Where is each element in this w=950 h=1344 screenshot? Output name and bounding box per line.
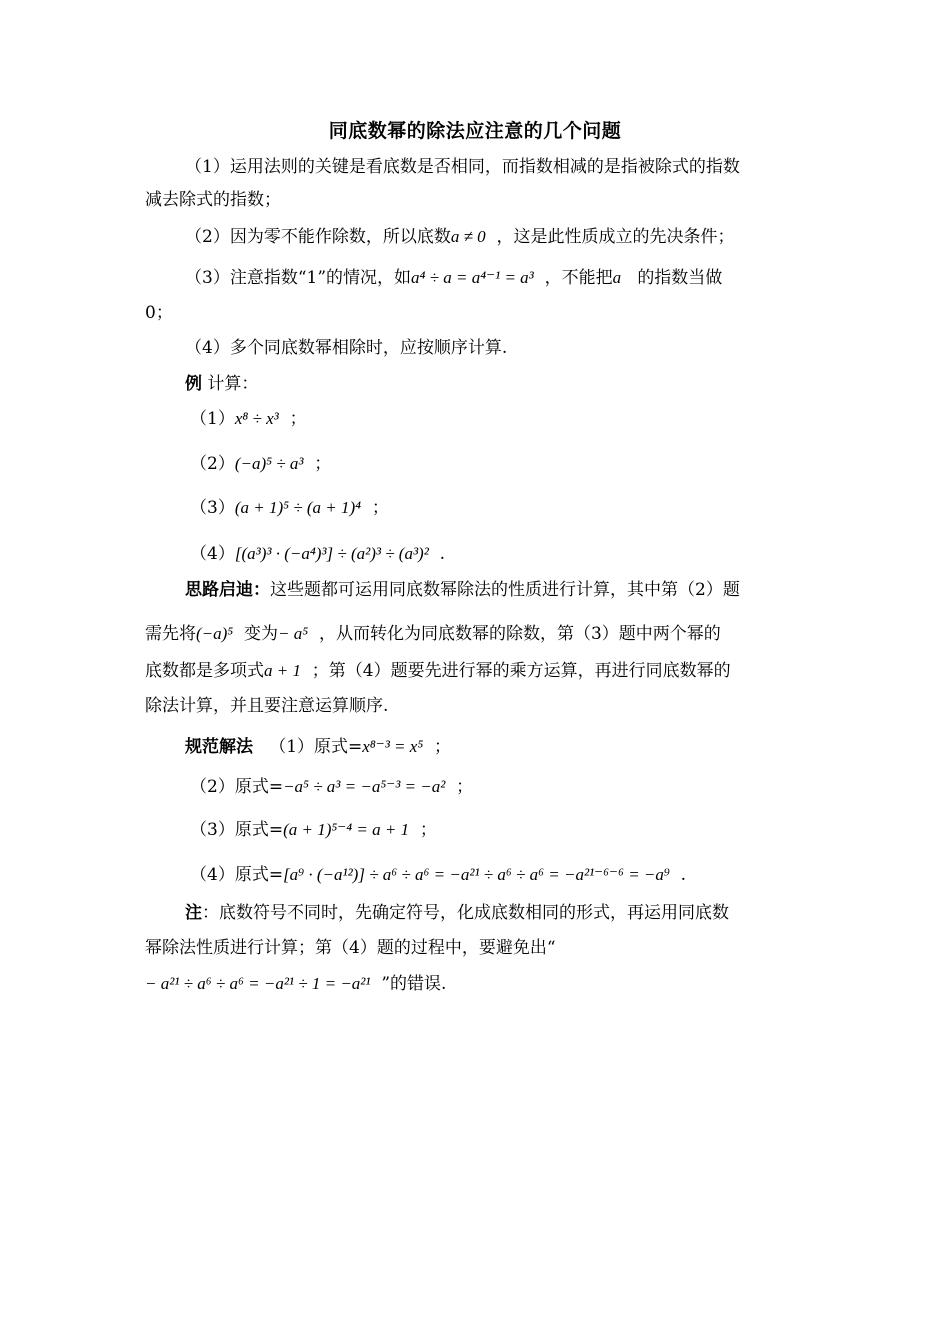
- note-line-1: 注：底数符号不同时，先确定符号，化成底数相同的形式，再运用同底数: [185, 903, 729, 923]
- solution-expr-2: −a⁵ ÷ a³ = −a⁵⁻³ = −a²: [283, 777, 446, 796]
- hint-line-4: 除法计算，并且要注意运算顺序.: [145, 696, 389, 716]
- point-1-line-1: （1）运用法则的关键是看底数是否相同，而指数相减的是指被除式的指数: [185, 157, 740, 177]
- hint-math-2: − a⁵: [278, 624, 309, 643]
- solution-item-4: （4）原式=[a⁹ · (−a¹²)] ÷ a⁶ ÷ a⁶ = −a²¹ ÷ a⁶ ÷ a⁶ = −a²¹⁻⁶⁻⁶ = −a⁹ .: [190, 865, 687, 885]
- example-expr-3: (a + 1)⁵ ÷ (a + 1)⁴: [234, 498, 362, 517]
- note-line-3: − a²¹ ÷ a⁶ ÷ a⁶ = −a²¹ ÷ 1 = −a²¹ ”的错误.: [145, 974, 447, 994]
- hint-line-3: 底数都是多项式a + 1 ；第（4）题要先进行幂的乘方运算，再进行同底数幂的: [145, 661, 731, 681]
- example-expr-4: [(a³)³ · (−a⁴)³] ÷ (a²)³ ÷ (a³)²: [234, 544, 429, 563]
- example-item-2: （2）(−a)⁵ ÷ a³ ；: [190, 454, 332, 474]
- point-3-math: a⁴ ÷ a = a⁴⁻¹ = a³: [411, 268, 534, 287]
- solution-expr-3: (a + 1)⁵⁻⁴ = a + 1: [283, 820, 410, 839]
- point-2-text: （2）因为零不能作除数，所以底数: [185, 227, 451, 247]
- example-expr-1: x⁸ ÷ x³: [234, 409, 279, 428]
- point-2-tail: ，这是此性质成立的先决条件；: [496, 227, 735, 247]
- point-2-math: a ≠ 0: [450, 227, 486, 246]
- example-heading: [185, 373, 258, 395]
- note-line-2: 幂除法性质进行计算；第（4）题的过程中，要避免出“: [145, 938, 556, 958]
- point-3-mid: ，不能把: [544, 268, 613, 288]
- solution-item-3: （3）原式=(a + 1)⁵⁻⁴ = a + 1 ；: [190, 820, 437, 840]
- point-4: （4）多个同底数幂相除时，应按顺序计算.: [185, 338, 508, 358]
- hint-math-3: a + 1: [264, 661, 301, 680]
- solution-expr-1: x⁸⁻³ = x⁵: [362, 737, 424, 756]
- page-title: 同底数幂的除法应注意的几个问题: [328, 120, 622, 142]
- example-item-4: （4）[(a³)³ · (−a⁴)³] ÷ (a²)³ ÷ (a³)² .: [190, 544, 446, 564]
- note-math: − a²¹ ÷ a⁶ ÷ a⁶ = −a²¹ ÷ 1 = −a²¹: [145, 974, 371, 993]
- hint-math-1: (−a)⁵: [196, 624, 234, 643]
- point-3-var: a: [612, 268, 622, 287]
- point-2: [185, 226, 734, 248]
- example-expr-2: (−a)⁵ ÷ a³: [234, 454, 304, 473]
- solution-expr-4: [a⁹ · (−a¹²)] ÷ a⁶ ÷ a⁶ = −a²¹ ÷ a⁶ ÷ a⁶ = −a²¹⁻⁶⁻⁶ = −a⁹: [283, 865, 670, 884]
- note-label: 注: [185, 903, 202, 923]
- solution-item-1: 规范解法 （1）原式=x⁸⁻³ = x⁵ ；: [185, 737, 452, 757]
- hint-line-1: 思路启迪：这些题都可运用同底数幂除法的性质进行计算，其中第（2）题: [185, 580, 740, 600]
- point-1-line-2: 减去除式的指数；: [145, 190, 281, 210]
- solution-label: 规范解法: [185, 737, 253, 757]
- solution-item-2: （2）原式=−a⁵ ÷ a³ = −a⁵⁻³ = −a² ；: [190, 777, 474, 797]
- point-3-text: （3）注意指数“1”的情况，如: [185, 268, 412, 288]
- example-text: 计算：: [207, 374, 259, 394]
- example-item-3: （3）(a + 1)⁵ ÷ (a + 1)⁴ ；: [190, 498, 389, 518]
- point-3: [185, 267, 722, 289]
- point-3-tail: 的指数当做: [637, 268, 723, 288]
- example-item-1: （1）x⁸ ÷ x³ ；: [190, 409, 307, 429]
- hint-label: 思路启迪：: [185, 580, 270, 600]
- point-3-line-2: 0；: [145, 303, 173, 323]
- hint-line-2: 需先将(−a)⁵ 变为− a⁵ ，从而转化为同底数幂的除数，第（3）题中两个幂的: [145, 624, 721, 644]
- example-label: 例: [185, 374, 202, 394]
